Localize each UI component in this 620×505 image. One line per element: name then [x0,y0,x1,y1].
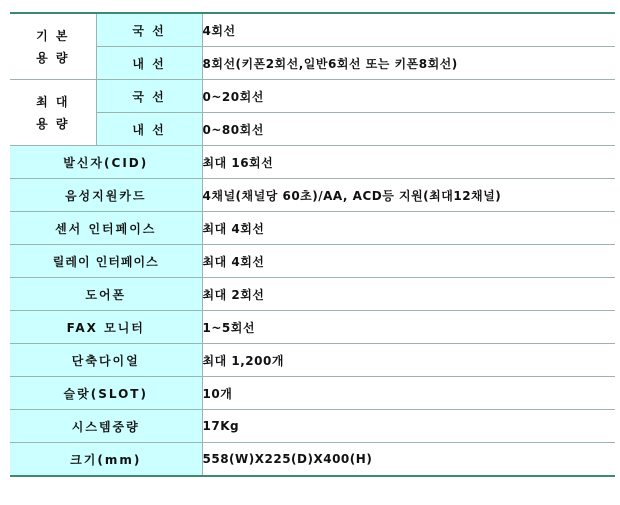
table-row [10,278,615,311]
row-value: 최대 4회선 [202,212,615,245]
row-label: 단축다이얼 [10,344,202,377]
table-row [10,443,615,477]
basic-capacity-label [10,13,96,80]
row-label: FAX 모니터 [10,311,202,344]
basic-outside-label: 국 선 [96,13,202,47]
row-value: 최대 4회선 [202,245,615,278]
row-value: 1~5회선 [202,311,615,344]
row-value: 최대 1,200개 [202,344,615,377]
table-row [10,311,615,344]
max-capacity-label [10,80,96,146]
row-label: 발신자(CID) [10,146,202,179]
basic-inside-value: 8회선(키폰2회선,일반6회선 또는 키폰8회선) [202,47,615,80]
row-value: 17Kg [202,410,615,443]
max-inside-label: 내 선 [96,113,202,146]
row-label: 센서 인터페이스 [10,212,202,245]
row-label: 도어폰 [10,278,202,311]
max-outside-value: 0~20회선 [202,80,615,113]
row-value: 최대 2회선 [202,278,615,311]
row-label: 슬랏(SLOT) [10,377,202,410]
spec-table [10,12,615,477]
table-row [10,212,615,245]
max-outside-label: 국 선 [96,80,202,113]
basic-inside-label: 내 선 [96,47,202,80]
table-row [10,344,615,377]
basic-outside-value: 4회선 [202,13,615,47]
max-capacity-label-line1: 최 대 [36,94,70,109]
row-label: 크기(mm) [10,443,202,477]
table-row [10,113,615,146]
row-label: 시스템중량 [10,410,202,443]
basic-capacity-label-line1: 기 본 [36,28,70,43]
row-label: 음성지원카드 [10,179,202,212]
table-row [10,410,615,443]
row-value: 최대 16회선 [202,146,615,179]
max-inside-value: 0~80회선 [202,113,615,146]
table-row [10,179,615,212]
basic-capacity-label-line2: 용 량 [36,50,70,65]
row-value: 558(W)X225(D)X400(H) [202,443,615,477]
table-row [10,245,615,278]
row-value: 10개 [202,377,615,410]
row-label: 릴레이 인터페이스 [10,245,202,278]
row-value: 4채널(채널당 60초)/AA, ACD등 지원(최대12채널) [202,179,615,212]
table-row [10,80,615,113]
max-capacity-label-line2: 용 량 [36,116,70,131]
table-row [10,47,615,80]
table-row [10,146,615,179]
table-row [10,377,615,410]
table-row [10,13,615,47]
